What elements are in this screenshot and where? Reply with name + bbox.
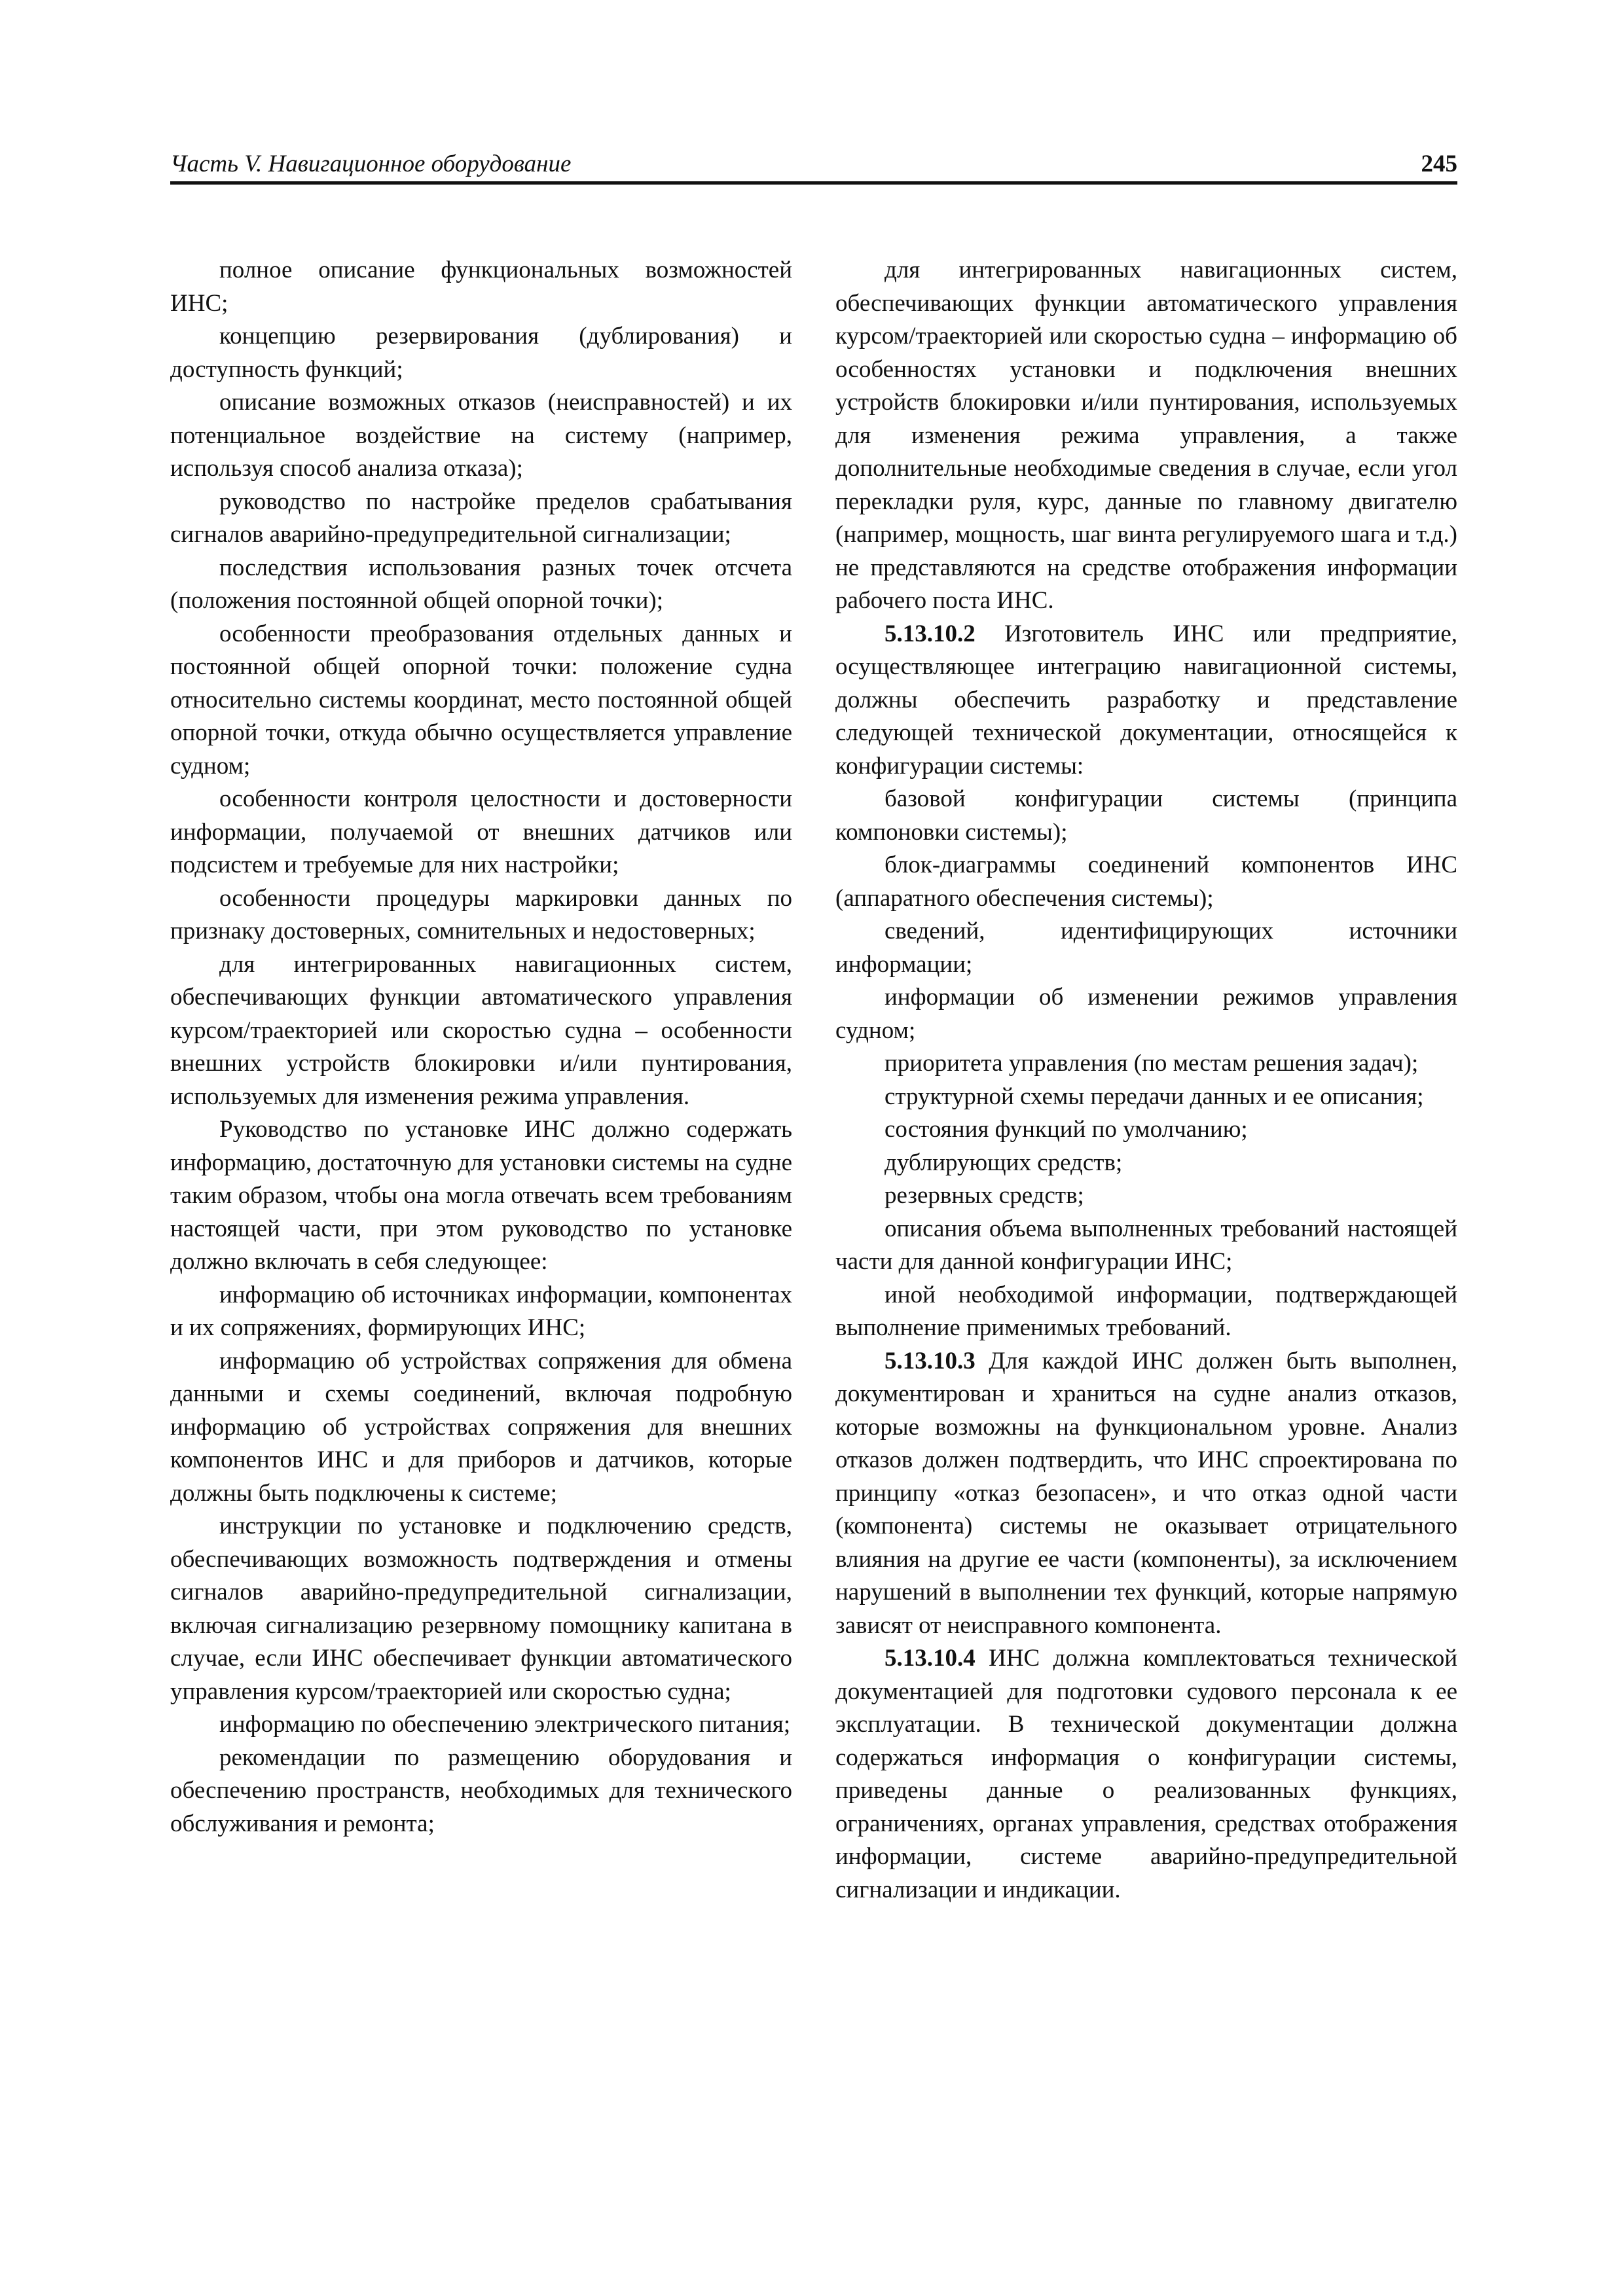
paragraph: информацию об источниках информации, компонентах и их сопряжениях, формирующих ИНС; [170, 1281, 792, 1341]
list-item: информации об изменении режимов управления судном; [835, 984, 1457, 1044]
paragraph: для интегрированных навигационных систем, обеспечивающих функции автоматического управления курсом/траекторией или скоростью судна – информацию об особенностях установки и подключения внешних устройств блокировки и/или пунтирования, используемых для изменения режима управления, а также дополнительные необходимые сведения в случае, если угол перекладки руля, курс, данные по главному двигателю (например, мощность, шаг винта регулируемого шага и т.д.) не представляются на средстве отображения информации рабочего поста ИНС. [835, 257, 1457, 614]
paragraph: особенности процедуры маркировки данных по признаку достоверных, сомнительных и недостоверных; [170, 884, 792, 944]
paragraph: особенности преобразования отдельных данных и постоянной общей опорной точки: положение судна относительно системы координат, место постоянной общей опорной точки, откуда обычно осуществляется управление судном; [170, 620, 792, 780]
paragraph: руководство по настройке пределов срабатывания сигналов аварийно-предупредительной сигнализации; [170, 488, 792, 548]
paragraph: для интегрированных навигационных систем, обеспечивающих функции автоматического управления курсом/траекторией или скоростью судна – особенности внешних устройств блокировки и/или пунтирования, используемых для изменения режима управления. [170, 950, 792, 1110]
section-text: ИНС должна комплектоваться технической документацией для подготовки судового персонала к ее эксплуатации. В технической документации должна содержаться информация о конфигурации системы, приведены данные о реализованных функциях, ограничениях, органах управления, средствах отображения информации, системе аварийно-предупредительной сигнализации и индикации. [835, 1645, 1457, 1903]
paragraph: Руководство по установке ИНС должно содержать информацию, достаточную для установки системы на судне таким образом, чтобы она могла отвечать всем требованиям настоящей части, при этом руководство по установке должно включать в себя следующее: [170, 1116, 792, 1275]
left-column [170, 254, 792, 1840]
section-number: 5.13.10.2 [884, 620, 976, 647]
list-item: резервных средств; [884, 1182, 1084, 1209]
right-column [835, 254, 1457, 1907]
section-number: 5.13.10.4 [884, 1645, 976, 1672]
paragraph: полное описание функциональных возможностей ИНС; [170, 257, 792, 317]
page-header [170, 147, 1457, 185]
list-item: приоритета управления (по местам решения задач); [884, 1050, 1419, 1077]
running-header-title: Часть V. Навигационное оборудование [170, 151, 572, 177]
page-number: 245 [1421, 151, 1457, 177]
section-5-13-10-4 [835, 1642, 1457, 1907]
paragraph: информацию об устройствах сопряжения для обмена данными и схемы соединений, включая подробную информацию об устройствах сопряжения для внешних компонентов ИНС и для приборов и датчиков, которые должны быть подключены к системе; [170, 1347, 792, 1507]
paragraph: описание возможных отказов (неисправностей) и их потенциальное воздействие на систему (например, используя способ анализа отказа); [170, 389, 792, 482]
section-text: Для каждой ИНС должен быть выполнен, документирован и храниться на судне анализ отказов, которые возможны на функциональном уровне. Анализ отказов должен подтвердить, что ИНС спроектирована по принципу «отказ безопасен», и что отказ одной части (компонента) системы не оказывает отрицательного влияния на другие ее части (компоненты), за исключением нарушений в выполнении тех функций, которые напрямую зависят от неисправного компонента. [835, 1347, 1457, 1639]
section-5-13-10-2 [835, 618, 1457, 783]
list-item: сведений, идентифицирующих источники информации; [835, 918, 1457, 978]
list-item: дублирующих средств; [884, 1149, 1123, 1176]
paragraph: инструкции по установке и подключению средств, обеспечивающих возможность подтверждения и отмены сигналов аварийно-предупредительной сигнализации, включая сигнализацию резервному помощнику капитана в случае, если ИНС обеспечивает функции автоматического управления курсом/траекторией или скоростью судна; [170, 1513, 792, 1705]
list-item: структурной схемы передачи данных и ее описания; [884, 1083, 1424, 1110]
paragraph: информацию по обеспечению электрического питания; [219, 1711, 791, 1738]
paragraph: рекомендации по размещению оборудования и обеспечению пространств, необходимых для технического обслуживания и ремонта; [170, 1744, 792, 1837]
list-item: иной необходимой информации, подтверждающей выполнение применимых требований. [835, 1281, 1457, 1341]
section-number: 5.13.10.3 [884, 1347, 976, 1374]
paragraph: концепцию резервирования (дублирования) и доступность функций; [170, 323, 792, 383]
paragraph: особенности контроля целостности и достоверности информации, получаемой от внешних датчиков или подсистем и требуемые для них настройки; [170, 785, 792, 878]
list-item: блок-диаграммы соединений компонентов ИНС (аппаратного обеспечения системы); [835, 852, 1457, 912]
section-5-13-10-3 [835, 1345, 1457, 1643]
list-item: базовой конфигурации системы (принципа компоновки системы); [835, 785, 1457, 846]
paragraph: последствия использования разных точек отсчета (положения постоянной общей опорной точки); [170, 554, 792, 614]
list-item: описания объема выполненных требований настоящей части для данной конфигурации ИНС; [835, 1215, 1457, 1275]
section-text: Изготовитель ИНС или предприятие, осуществляющее интеграцию навигационной системы, должны обеспечить разработку и представление следующей технической документации, относящейся к конфигурации системы: [835, 620, 1457, 780]
list-item: состояния функций по умолчанию; [884, 1116, 1248, 1143]
